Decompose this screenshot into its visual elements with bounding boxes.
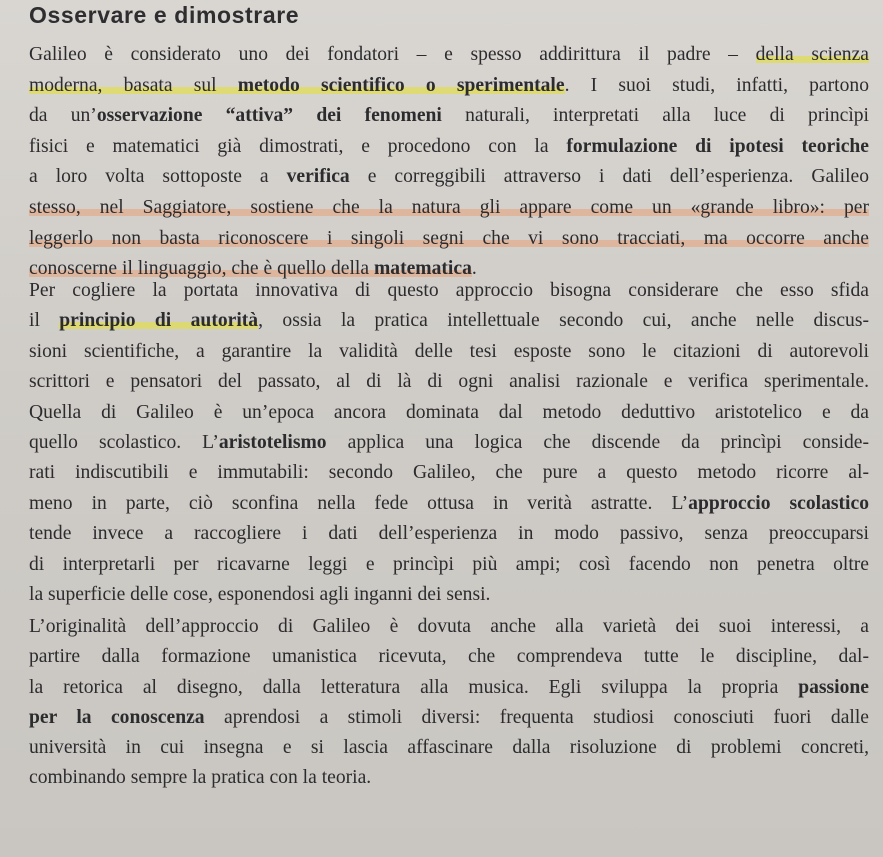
text-line: da un’osservazione “attiva” dei fenomeni naturali, interpretati alla luce di princìpi bbox=[29, 105, 869, 127]
highlighted-text: conoscerne il linguaggio, che è quello della bbox=[29, 258, 374, 280]
text-line: meno in parte, ciò sconfina nella fede ottusa in verità astratte. L’approccio scolastico bbox=[29, 492, 869, 514]
text-line bbox=[29, 193, 869, 224]
text-line: università in cui insegna e si lascia affascinare dalla risoluzione di problemi concreti, bbox=[29, 737, 869, 759]
text-line: combinando sempre la pratica con la teoria. bbox=[29, 767, 372, 789]
highlighted-text: della scienza bbox=[755, 44, 869, 65]
bold-text: per la conoscenza bbox=[29, 706, 205, 728]
text-line: a loro volta sottoposte a verifica e correggibili attraverso i dati dell’esperienza. Galileo bbox=[29, 166, 869, 188]
paragraph-3 bbox=[29, 612, 869, 794]
paragraph-1 bbox=[29, 40, 869, 285]
paragraph-2 bbox=[29, 276, 869, 610]
text-line: fisici e matematici già dimostrati, e procedono con la formulazione di ipotesi teoriche bbox=[29, 135, 869, 157]
text-line bbox=[29, 224, 869, 255]
text-line: L’originalità dell’approccio di Galileo è dovuta anche alla varietà dei suoi interessi, a bbox=[29, 616, 869, 637]
text-line: conoscerne il linguaggio, che è quello della matematica. bbox=[29, 258, 477, 280]
highlighted-text: leggerlo non basta riconoscere i singoli segni che vi sono tracciati, ma occorre anche bbox=[29, 227, 869, 249]
text-line: Galileo è considerato uno dei fondatori – e spesso addirittura il padre – della scienza bbox=[29, 44, 869, 65]
bold-text: formulazione di ipotesi teoriche bbox=[566, 135, 869, 157]
bold-text: verifica bbox=[286, 166, 350, 188]
bold-text: approccio scolastico bbox=[688, 492, 869, 514]
text-line: scrittori e pensatori del passato, al di là di ogni analisi razionale e verifica sperimentale. bbox=[29, 371, 869, 393]
text-line: la superficie delle cose, esponendosi agli inganni dei sensi. bbox=[29, 583, 491, 605]
text-line: tende invece a raccogliere i dati dell’esperienza in modo passivo, senza preoccuparsi bbox=[29, 523, 869, 545]
bold-text: passione bbox=[798, 676, 869, 698]
bold-text: aristotelismo bbox=[218, 431, 327, 453]
text-line: sioni scientifiche, a garantire la validità delle tesi esposte sono le citazioni di autorevoli bbox=[29, 340, 869, 362]
highlighted-text: stesso, nel Saggiatore, sostiene che la natura gli appare come un «grande libro»: per bbox=[29, 196, 869, 218]
text-line: moderna, basata sul metodo scientifico o sperimentale. I suoi studi, infatti, partono bbox=[29, 74, 869, 96]
highlighted-text: moderna, basata sul bbox=[29, 74, 238, 96]
text-line: rati indiscutibili e immutabili: secondo Galileo, che pure a questo metodo ricorre al- bbox=[29, 462, 869, 484]
text-line: Per cogliere la portata innovativa di questo approccio bisogna considerare che esso sfida bbox=[29, 280, 869, 301]
text-line: Quella di Galileo è un’epoca ancora dominata dal metodo deduttivo aristotelico e da bbox=[29, 401, 869, 423]
highlighted-text: metodo scientifico o sperimentale bbox=[237, 74, 565, 96]
bold-text: osservazione “attiva” dei fenomeni bbox=[96, 105, 442, 127]
text-line: la retorica al disegno, dalla letteratura alla musica. Egli sviluppa la propria passione bbox=[29, 676, 869, 698]
section-title: Osservare e dimostrare bbox=[29, 2, 300, 28]
text-line: quello scolastico. L’aristotelismo applica una logica che discende da princìpi conside- bbox=[29, 431, 869, 453]
text-line: partire dalla formazione umanistica ricevuta, che comprendeva tutte le discipline, dal- bbox=[29, 646, 869, 668]
text-line: di interpretarli per ricavarne leggi e princìpi più ampi; così facendo non penetra oltre bbox=[29, 553, 869, 575]
text-line: il principio di autorità, ossia la pratica intellettuale secondo cui, anche nelle discus- bbox=[29, 310, 869, 332]
highlighted-text: principio di autorità bbox=[59, 310, 259, 332]
highlighted-text: matematica bbox=[373, 258, 472, 280]
text-line: per la conoscenza aprendosi a stimoli diversi: frequenta studiosi conosciuti fuori dalle bbox=[29, 706, 869, 728]
